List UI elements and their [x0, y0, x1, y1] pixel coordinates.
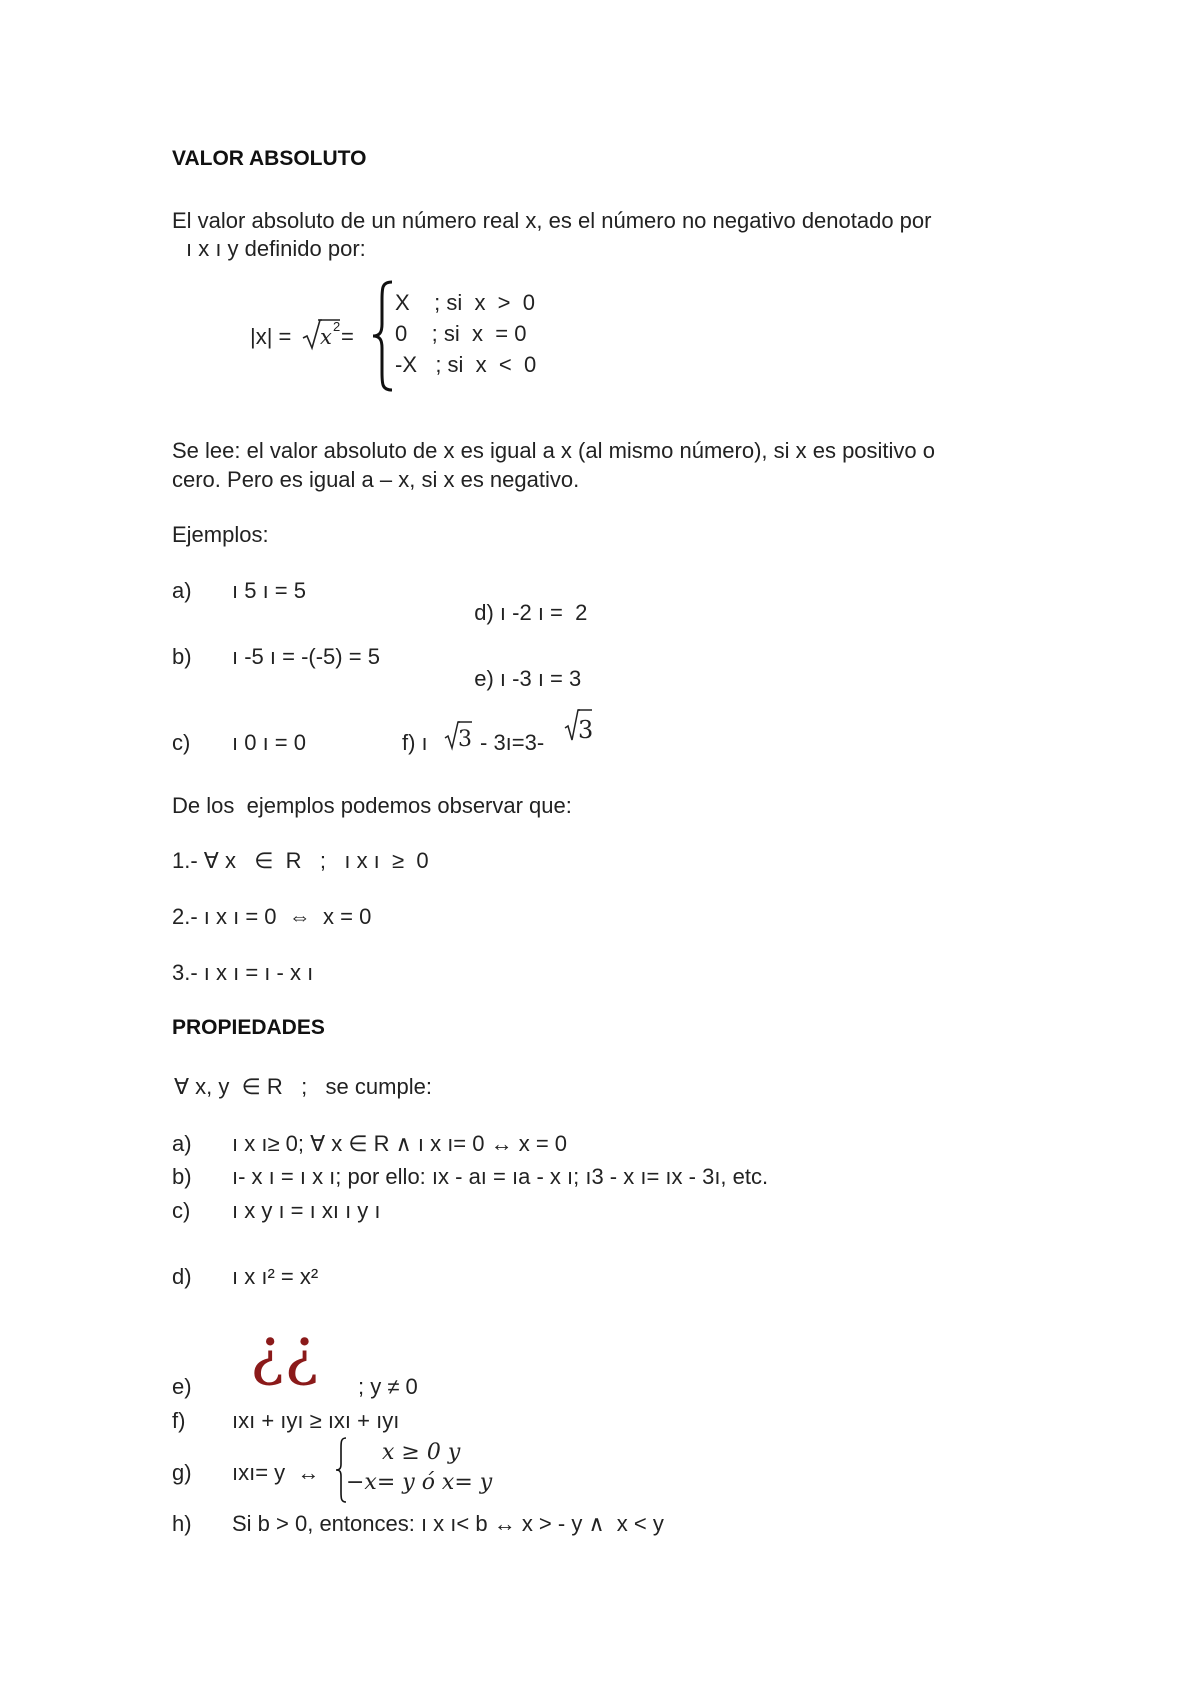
example-d-label: d) — [474, 600, 494, 625]
examples-heading: Ejemplos: — [172, 522, 269, 547]
example-a-label: a) — [172, 578, 192, 603]
example-d-expr: ı -2 ı = 2 — [499, 600, 588, 625]
property-g-case-1: x ≥ 0 y — [382, 1440, 461, 1465]
definition-equals: = — [341, 324, 354, 349]
property-g-lhs: ıxı= y ↔ — [232, 1460, 320, 1485]
example-c: ı 0 ı = 0 — [232, 730, 306, 755]
page-title: VALOR ABSOLUTO — [172, 147, 367, 170]
property-b: ı- x ı = ı x ı; por ello: ıx - aı = ıa - x ı; ı3 - x ı= ıx - 3ı, etc. — [232, 1164, 769, 1189]
property-f-label: f) — [172, 1408, 186, 1433]
example-f-mid: - 3ı=3- — [480, 730, 545, 755]
left-brace-icon — [370, 280, 398, 392]
observe-heading: De los ejemplos podemos observar que: — [172, 793, 572, 818]
example-f-radicand-2: 3 — [578, 716, 594, 744]
property-c: ı x y ı = ı xı ı y ı — [232, 1198, 381, 1223]
observation-1: 1.- ∀ x ∈ R ; ı x ı ≥ 0 — [172, 848, 429, 873]
property-b-label: b) — [172, 1164, 192, 1189]
example-e-label: e) — [474, 666, 494, 691]
observation-2: 2.- ı x ı = 0 ⇔ x = 0 — [172, 904, 372, 929]
case-zero: 0 ; si x = 0 — [395, 321, 527, 346]
case-positive: X ; si x > 0 — [395, 290, 535, 315]
properties-heading: PROPIEDADES — [172, 1016, 325, 1039]
property-a: ı x ı≥ 0; ∀ x ∈ R ∧ ı x ı= 0 ↔ x = 0 — [232, 1131, 568, 1156]
reading-line-1: Se lee: el valor absoluto de x es igual a x (al mismo número), si x es positivo o — [172, 438, 936, 463]
definition-radicand: x — [320, 325, 332, 349]
inverted-question-glyph-icon: ¿¿ — [250, 1315, 319, 1389]
intro-line-2: ı x ı y definido por: — [186, 236, 366, 261]
sqrt-bar — [578, 708, 592, 712]
example-f-radicand: 3 — [458, 727, 472, 752]
observation-3: 3.- ı x ı = ı - x ı — [172, 960, 314, 985]
intro-line-1: El valor absoluto de un número real x, es el número no negativo denotado por — [172, 208, 932, 233]
example-a: ı 5 ı = 5 — [232, 578, 306, 603]
example-d — [462, 580, 587, 624]
reading-line-2: cero. Pero es igual a – x, si x es negativo. — [172, 467, 580, 492]
property-h-label: h) — [172, 1511, 192, 1536]
properties-intro: ∀ x, y ∈ R ; se cumple: — [174, 1074, 432, 1099]
property-e-label: e) — [172, 1374, 192, 1399]
property-d: ı x ı² = x² — [232, 1264, 319, 1289]
property-f: ıxı + ıyı ≥ ıxı + ıyı — [232, 1408, 400, 1433]
example-e-expr: ı -3 ı = 3 — [499, 666, 582, 691]
definition-exponent: 2 — [333, 319, 341, 334]
example-f-label: f) ı — [402, 730, 428, 755]
example-e — [462, 646, 581, 690]
property-g-label: g) — [172, 1460, 192, 1485]
example-b-label: b) — [172, 644, 192, 669]
property-c-label: c) — [172, 1198, 191, 1223]
case-negative: -X ; si x < 0 — [395, 352, 537, 377]
definition-lhs: |x| = — [250, 324, 298, 349]
example-c-label: c) — [172, 730, 191, 755]
property-a-label: a) — [172, 1131, 192, 1156]
example-b: ı -5 ı = -(-5) = 5 — [232, 644, 380, 669]
sqrt-bar — [458, 720, 472, 724]
property-d-label: d) — [172, 1264, 192, 1289]
property-h: Si b > 0, entonces: ı x ı< b ↔ x > - y ∧ x < y — [232, 1511, 664, 1536]
property-g-case-2: −x= y ó x= y — [346, 1470, 493, 1495]
sqrt-sign-icon — [302, 318, 322, 352]
property-e: ; y ≠ 0 — [358, 1374, 418, 1399]
